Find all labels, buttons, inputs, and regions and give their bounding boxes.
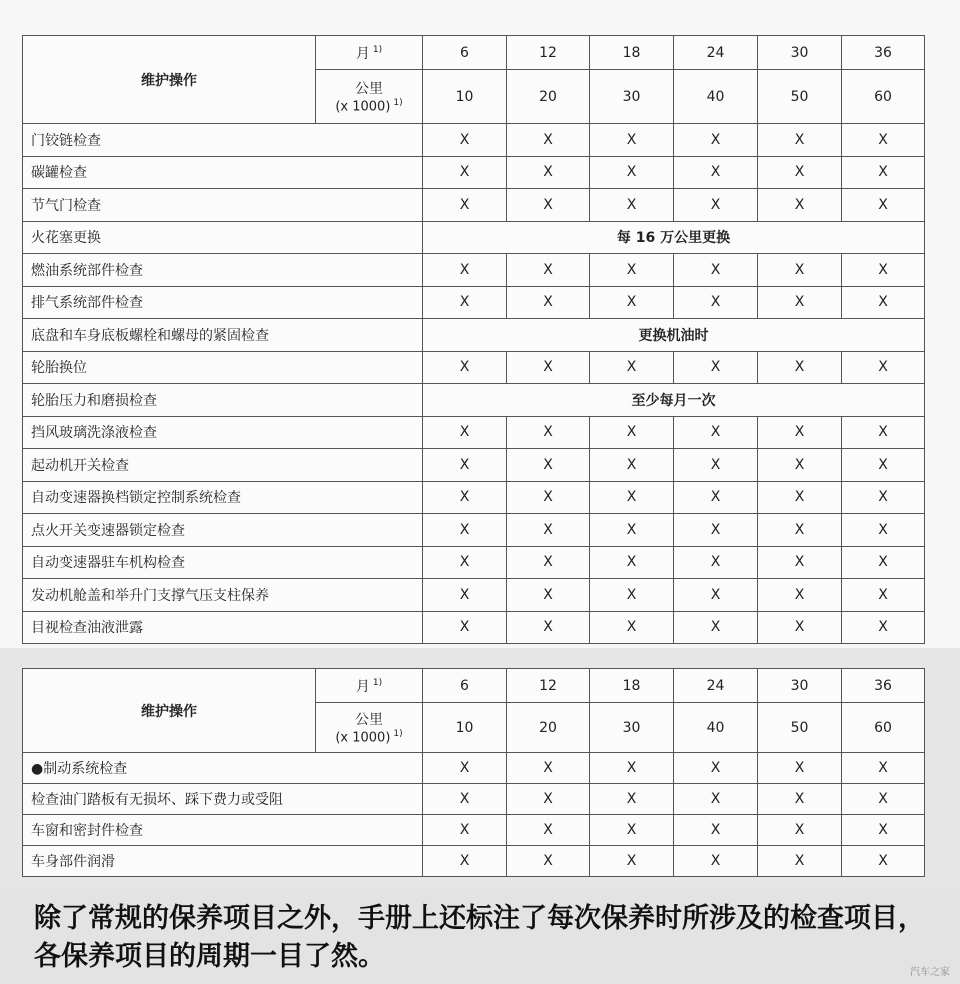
km-value: 30 xyxy=(590,703,674,753)
maintenance-item: 车窗和密封件检查 xyxy=(23,815,423,846)
table-row xyxy=(23,514,925,547)
check-mark: X xyxy=(590,579,674,612)
check-mark: X xyxy=(423,846,507,877)
km-value: 20 xyxy=(507,70,590,124)
check-mark: X xyxy=(674,416,758,449)
km-value: 10 xyxy=(423,703,507,753)
check-mark: X xyxy=(758,286,842,319)
check-mark: X xyxy=(674,351,758,384)
table-row xyxy=(23,449,925,482)
month-label xyxy=(316,36,423,70)
maintenance-item: 发动机舱盖和举升门支撑气压支柱保养 xyxy=(23,579,423,612)
month-value: 12 xyxy=(507,669,590,703)
table-row xyxy=(23,481,925,514)
check-mark: X xyxy=(758,156,842,189)
km-unit xyxy=(316,729,422,745)
check-mark: X xyxy=(842,579,925,612)
km-value: 10 xyxy=(423,70,507,124)
maintenance-item: 挡风玻璃洗涤液检查 xyxy=(23,416,423,449)
check-mark: X xyxy=(507,416,590,449)
check-mark: X xyxy=(758,254,842,287)
check-mark: X xyxy=(758,416,842,449)
km-value: 50 xyxy=(758,70,842,124)
check-mark: X xyxy=(758,546,842,579)
check-mark: X xyxy=(507,156,590,189)
table-row xyxy=(23,611,925,644)
table-row xyxy=(23,286,925,319)
month-value: 12 xyxy=(507,36,590,70)
check-mark: X xyxy=(590,546,674,579)
km-unit-text: (x 1000) xyxy=(335,730,391,746)
maintenance-item: 点火开关变速器锁定检查 xyxy=(23,514,423,547)
check-mark: X xyxy=(423,784,507,815)
maintenance-item: 门铰链检查 xyxy=(23,124,423,157)
maintenance-item: 检查油门踏板有无损坏、踩下费力或受阻 xyxy=(23,784,423,815)
check-mark: X xyxy=(758,481,842,514)
maintenance-table-2 xyxy=(22,668,925,877)
month-value: 18 xyxy=(590,669,674,703)
check-mark: X xyxy=(758,753,842,784)
check-mark: X xyxy=(674,481,758,514)
check-mark: X xyxy=(842,846,925,877)
check-mark: X xyxy=(423,286,507,319)
check-mark: X xyxy=(590,784,674,815)
km-value: 20 xyxy=(507,703,590,753)
month-value: 30 xyxy=(758,36,842,70)
km-unit xyxy=(316,98,422,114)
caption-banner xyxy=(0,888,960,984)
check-mark: X xyxy=(842,156,925,189)
table-row xyxy=(23,784,925,815)
maintenance-item: 自动变速器换档锁定控制系统检查 xyxy=(23,481,423,514)
km-value: 60 xyxy=(842,703,925,753)
interval-note: 每 16 万公里更换 xyxy=(423,221,925,254)
check-mark: X xyxy=(507,254,590,287)
check-mark: X xyxy=(674,815,758,846)
check-mark: X xyxy=(758,124,842,157)
check-mark: X xyxy=(674,254,758,287)
maintenance-item: 目视检查油液泄露 xyxy=(23,611,423,644)
check-mark: X xyxy=(758,611,842,644)
check-mark: X xyxy=(507,611,590,644)
check-mark: X xyxy=(842,416,925,449)
check-mark: X xyxy=(590,815,674,846)
check-mark: X xyxy=(423,546,507,579)
month-value: 36 xyxy=(842,36,925,70)
check-mark: X xyxy=(590,846,674,877)
month-label-text: 月 xyxy=(355,45,370,62)
table-row xyxy=(23,319,925,352)
check-mark: X xyxy=(423,351,507,384)
month-value: 18 xyxy=(590,36,674,70)
check-mark: X xyxy=(674,753,758,784)
check-mark: X xyxy=(507,753,590,784)
header-row-months xyxy=(23,36,925,70)
check-mark: X xyxy=(423,189,507,222)
check-mark: X xyxy=(842,449,925,482)
month-value: 6 xyxy=(423,669,507,703)
check-mark: X xyxy=(507,846,590,877)
check-mark: X xyxy=(674,156,758,189)
maintenance-item: 排气系统部件检查 xyxy=(23,286,423,319)
check-mark: X xyxy=(423,579,507,612)
month-value: 24 xyxy=(674,36,758,70)
caption-text: 除了常规的保养项目之外，手册上还标注了每次保养时所涉及的检查项目，各保养项目的周期一目了然。 xyxy=(34,903,925,972)
check-mark: X xyxy=(423,514,507,547)
table-row xyxy=(23,546,925,579)
check-mark: X xyxy=(590,156,674,189)
check-mark: X xyxy=(423,449,507,482)
check-mark: X xyxy=(423,815,507,846)
maintenance-item: 节气门检查 xyxy=(23,189,423,222)
check-mark: X xyxy=(507,351,590,384)
check-mark: X xyxy=(507,189,590,222)
km-value: 60 xyxy=(842,70,925,124)
check-mark: X xyxy=(590,449,674,482)
check-mark: X xyxy=(842,784,925,815)
table-row xyxy=(23,846,925,877)
check-mark: X xyxy=(590,481,674,514)
check-mark: X xyxy=(507,124,590,157)
maintenance-item: 碳罐检查 xyxy=(23,156,423,189)
km-value: 30 xyxy=(590,70,674,124)
month-label-text: 月 xyxy=(355,678,370,695)
check-mark: X xyxy=(590,351,674,384)
check-mark: X xyxy=(507,579,590,612)
table-row xyxy=(23,753,925,784)
check-mark: X xyxy=(758,189,842,222)
check-mark: X xyxy=(590,753,674,784)
check-mark: X xyxy=(423,611,507,644)
km-label-text: 公里 xyxy=(355,81,383,98)
check-mark: X xyxy=(842,546,925,579)
check-mark: X xyxy=(590,189,674,222)
table-row xyxy=(23,124,925,157)
check-mark: X xyxy=(423,481,507,514)
watermark: 汽车之家 xyxy=(910,967,950,978)
check-mark: X xyxy=(674,579,758,612)
check-mark: X xyxy=(507,286,590,319)
check-mark: X xyxy=(758,579,842,612)
maintenance-item: ●制动系统检查 xyxy=(23,753,423,784)
maintenance-item: 轮胎换位 xyxy=(23,351,423,384)
check-mark: X xyxy=(423,416,507,449)
check-mark: X xyxy=(423,156,507,189)
check-mark: X xyxy=(674,546,758,579)
check-mark: X xyxy=(590,416,674,449)
interval-note: 至少每月一次 xyxy=(423,384,925,417)
check-mark: X xyxy=(674,611,758,644)
check-mark: X xyxy=(842,481,925,514)
month-value: 24 xyxy=(674,669,758,703)
maintenance-item: 起动机开关检查 xyxy=(23,449,423,482)
check-mark: X xyxy=(674,189,758,222)
check-mark: X xyxy=(507,815,590,846)
footnote-mark: 1) xyxy=(372,44,383,55)
km-label-text: 公里 xyxy=(355,712,383,729)
km-value: 40 xyxy=(674,703,758,753)
check-mark: X xyxy=(842,189,925,222)
table-row xyxy=(23,351,925,384)
maintenance-item: 底盘和车身底板螺栓和螺母的紧固检查 xyxy=(23,319,423,352)
table-row xyxy=(23,189,925,222)
month-label xyxy=(316,669,423,703)
maintenance-item: 自动变速器驻车机构检查 xyxy=(23,546,423,579)
table-row xyxy=(23,221,925,254)
table-row xyxy=(23,579,925,612)
check-mark: X xyxy=(507,514,590,547)
check-mark: X xyxy=(423,753,507,784)
table-row xyxy=(23,416,925,449)
check-mark: X xyxy=(842,286,925,319)
km-value: 40 xyxy=(674,70,758,124)
check-mark: X xyxy=(507,481,590,514)
check-mark: X xyxy=(674,124,758,157)
footnote-mark: 1) xyxy=(393,98,403,109)
column-title: 维护操作 xyxy=(23,36,316,124)
check-mark: X xyxy=(590,254,674,287)
check-mark: X xyxy=(423,254,507,287)
check-mark: X xyxy=(507,784,590,815)
check-mark: X xyxy=(758,351,842,384)
check-mark: X xyxy=(674,846,758,877)
check-mark: X xyxy=(674,514,758,547)
check-mark: X xyxy=(590,286,674,319)
check-mark: X xyxy=(842,815,925,846)
check-mark: X xyxy=(842,254,925,287)
check-mark: X xyxy=(842,351,925,384)
table-row xyxy=(23,384,925,417)
check-mark: X xyxy=(674,784,758,815)
header-row-months xyxy=(23,669,925,703)
table-row xyxy=(23,815,925,846)
km-value: 50 xyxy=(758,703,842,753)
maintenance-table-1 xyxy=(22,35,925,644)
check-mark: X xyxy=(842,514,925,547)
check-mark: X xyxy=(507,449,590,482)
check-mark: X xyxy=(758,846,842,877)
check-mark: X xyxy=(674,286,758,319)
maintenance-item: 轮胎压力和磨损检查 xyxy=(23,384,423,417)
check-mark: X xyxy=(507,546,590,579)
check-mark: X xyxy=(758,815,842,846)
month-value: 30 xyxy=(758,669,842,703)
maintenance-item: 燃油系统部件检查 xyxy=(23,254,423,287)
interval-note: 更换机油时 xyxy=(423,319,925,352)
column-title: 维护操作 xyxy=(23,669,316,753)
maintenance-item: 车身部件润滑 xyxy=(23,846,423,877)
check-mark: X xyxy=(423,124,507,157)
maintenance-item: 火花塞更换 xyxy=(23,221,423,254)
check-mark: X xyxy=(758,784,842,815)
check-mark: X xyxy=(590,611,674,644)
km-label xyxy=(316,703,423,753)
check-mark: X xyxy=(590,124,674,157)
km-unit-text: (x 1000) xyxy=(335,99,391,115)
footnote-mark: 1) xyxy=(372,677,383,688)
check-mark: X xyxy=(758,514,842,547)
check-mark: X xyxy=(842,124,925,157)
check-mark: X xyxy=(842,753,925,784)
km-label xyxy=(316,70,423,124)
check-mark: X xyxy=(590,514,674,547)
table-row xyxy=(23,254,925,287)
table-row xyxy=(23,156,925,189)
month-value: 6 xyxy=(423,36,507,70)
check-mark: X xyxy=(674,449,758,482)
footnote-mark: 1) xyxy=(393,729,403,740)
check-mark: X xyxy=(758,449,842,482)
month-value: 36 xyxy=(842,669,925,703)
check-mark: X xyxy=(842,611,925,644)
